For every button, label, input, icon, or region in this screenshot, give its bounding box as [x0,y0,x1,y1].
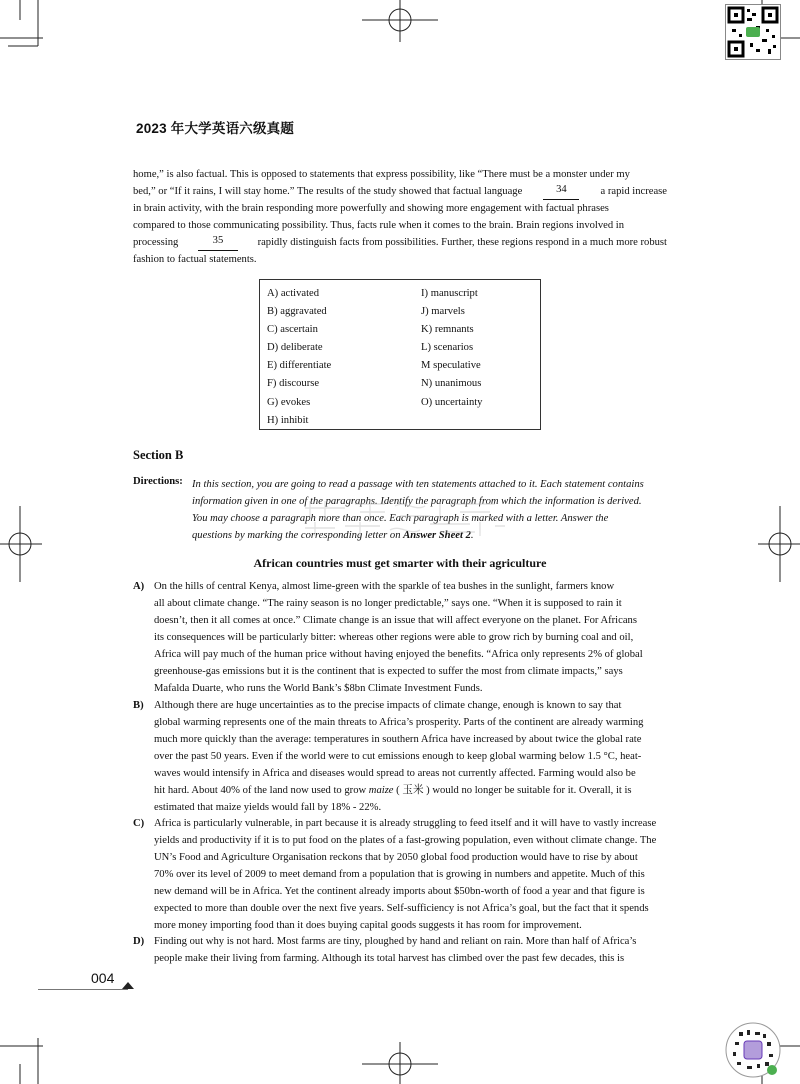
text-line: Although there are huge uncertainties as to the precise impacts of climate change, enough is known to say that [154,700,622,711]
text-segment: processing [133,237,179,248]
word-option: L) scenarios [421,342,474,354]
blank-35: 35 [198,234,238,251]
page-marker-triangle-icon [122,982,134,989]
blank-34: 34 [543,183,579,200]
paragraph-d [154,933,667,967]
passage-title: African countries must get smarter with their agriculture [253,556,547,570]
text-line: Mafalda Duarte, who runs the World Bank’s $8bn Climate Investment Funds. [154,683,483,694]
text-line: its consequences will be particularly bitter: whereas other regions were able to grow rich by burning coal and oil, [154,632,634,643]
word-option: D) deliberate [267,342,323,354]
section-title: Section B [133,448,184,462]
text-line: over the past 50 years. Even if the world were to cut emissions enough to keep global warming below 1.5 °C, heat- [154,751,642,762]
maize-chinese-gloss: ( 玉米 ) [396,785,430,796]
maize-word: maize [368,785,394,796]
text-line: Africa will pay much of the human price without having enjoyed the benefits. “Africa only represents 2% of global [154,649,643,660]
word-option: E) differentiate [267,360,332,372]
directions-period: . [470,530,474,541]
qr-code-circle-icon [725,1022,781,1078]
text-line [133,234,667,251]
directions-line: You may choose a paragraph more than once. Each paragraph is marked with a letter. Answer the [192,513,609,524]
watermark [300,496,510,544]
word-option: A) activated [267,288,320,299]
text-line: estimated that maize yields would fall by 18% - 22%. [154,802,382,813]
text-segment: rapidly distinguish facts from possibilities. Further, these regions respond in a much more robust [257,237,667,248]
page-number: 004 [91,970,115,986]
text-line: UN’s Food and Agriculture Organisation reckons that by 2050 global food production would have to rise by about [154,852,638,863]
text-line: home,” is also factual. This is opposed to statements that express possibility, like “There must be a monster under my [133,169,630,180]
text-line [154,782,667,799]
word-option: N) unanimous [421,378,482,390]
text-segment: hit hard. About 40% of the land now used to grow [154,785,369,796]
text-segment: bed,” or “If it rains, I will stay home.” The results of the study showed that factual language [133,186,523,197]
text-line: new demand will be in Africa. Yet the continent already imports about $50bn-worth of food a year and that figure is [154,886,645,897]
paragraph-letter-d: D) [133,936,145,947]
watermark-scribble [300,496,510,538]
word-option: M speculative [421,360,481,372]
page-number-rule [38,989,128,990]
word-option: K) remnants [421,324,474,336]
word-option: B) aggravated [267,306,327,318]
text-line: On the hills of central Kenya, almost lime-green with the sparkle of tea bushes in the sunlight, farmers know [154,581,615,592]
text-line: global warming represents one of the main threats to Africa’s prosperity. Parts of the continent are already warming [154,717,644,728]
word-option: G) evokes [267,396,311,408]
word-bank-right-column [421,285,482,412]
text-line: greenhouse-gas emissions but it is the continent that is expected to suffer the most from climate impacts,” says [154,666,623,677]
text-line: compared to those communicating possibility. Thus, facts rule when it comes to the brain. Brain regions involved in [133,220,625,231]
paragraph-letter-a: A) [133,581,145,592]
word-bank-box [259,279,541,430]
qr-code-top[interactable] [725,4,781,60]
paragraph-c [154,815,667,934]
text-line: Africa is particularly vulnerable, in part because it is already struggling to feed itself and it will have to vastly increase [154,818,657,829]
text-line [133,183,667,200]
text-line: people make their living from farming. Although its total harvest has climbed over the past few decades, this is [154,953,625,964]
text-line: expected to more than double over the next five years. Self-sufficiency is not Africa’s goal, but the fact that it spends [154,903,649,914]
text-line: much more quickly than the average: temperatures in southern Africa have increased by about twice the global rate [154,734,642,745]
word-option: I) manuscript [421,288,478,299]
text-line: Finding out why is not hard. Most farms are tiny, ploughed by hand and reliant on rain. More than half of Africa’s [154,936,637,947]
text-line: more money importing food than it does buying capital goods suggests it has room for improvement. [154,920,582,931]
text-line: 70% over its level of 2009 to meet demand from a population that is growing in numbers and appetite. Much of this [154,869,645,880]
header-title: 2023 年大学英语六级真题 [136,121,295,136]
paragraph-a [154,578,667,697]
word-option: J) marvels [421,306,465,318]
text-line: yields and productivity if it is to put food on the plates of a fast-growing population, even without climate change. The [154,835,657,846]
directions-segment: questions by marking the corresponding letter on [192,530,404,541]
answer-sheet-label: Answer Sheet 2 [403,530,471,541]
word-option: C) ascertain [267,324,318,336]
paragraph-letter-c: C) [133,818,145,829]
intro-paragraph [133,166,667,268]
text-line: fashion to factual statements. [133,254,257,265]
qr-code-icon [726,5,780,59]
text-segment: would no longer be suitable for it. Overall, it is [429,785,632,796]
text-line: waves would intensify in Africa and diseases would spread to areas not currently affected. Farming would also be [154,768,636,779]
paragraph-letter-b: B) [133,700,144,711]
directions-line: information given in one of the paragraphs. Identify the paragraph from which the information is derived. [192,496,642,507]
paragraph-b [154,697,667,816]
word-bank-left-column [267,285,331,430]
word-option: O) uncertainty [421,396,483,408]
text-line: in brain activity, with the brain responding more powerfully and showing more engagement with factual phrases [133,203,609,214]
text-line: doesn’t, then it all comes at once.” Climate change is an issue that will affect everyone on the planet. For Africans [154,615,637,626]
word-option: H) inhibit [267,414,309,426]
word-option: F) discourse [267,378,320,390]
text-line: all about climate change. “The rainy season is no longer predictable,” says one. “When it is supposed to rain it [154,598,622,609]
directions-line: In this section, you are going to read a passage with ten statements attached to it. Each statement contains [192,479,644,490]
qr-code-bottom[interactable] [725,1022,781,1078]
text-segment: a rapid increase [600,186,667,197]
directions-label: Directions: [133,476,183,487]
